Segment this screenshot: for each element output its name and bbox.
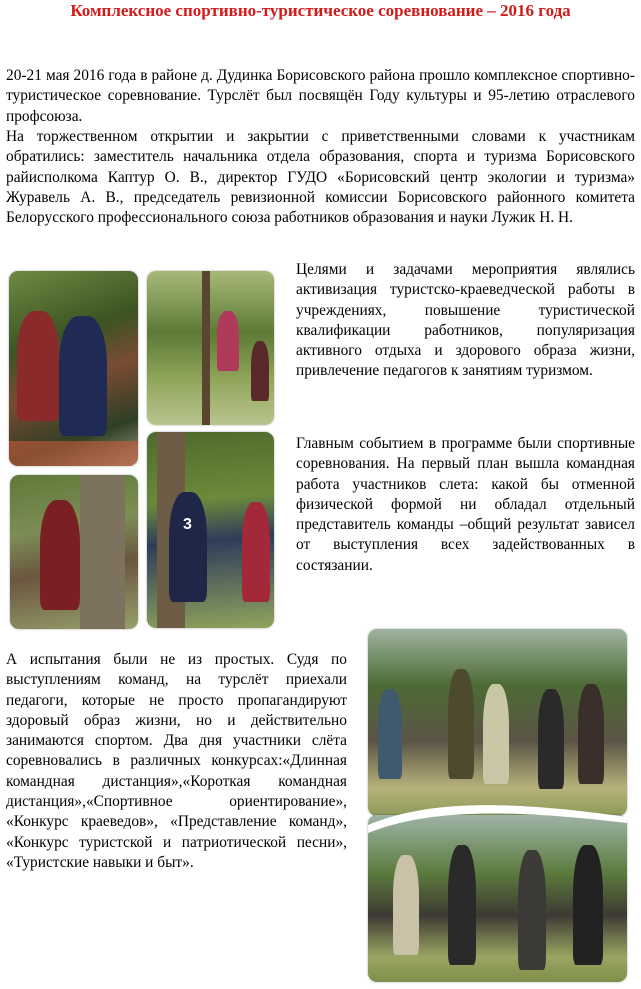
page-title: Комплексное спортивно-туристическое соревнование – 2016 года [70, 1, 571, 20]
photo-song-contest-bottom [368, 815, 627, 982]
photo-divider-wave [368, 795, 627, 835]
photo-rope-climbing [9, 271, 138, 466]
contests-paragraph: А испытания были не из простых. Судя по выступлениям команд, на турслёт приехали педагоги, которые не просто пропагандируют здоровый образ жизни, но и действительно занимаются спортом. Два дня участники слёта соревновались в различных конкурсах:«Длинная командная дистанция»,«Короткая командная дистанция»,«Спортивное ориентирование», «Конкурс краеведов», «Представление команд», «Конкурс туристской и патриотической песни», «Туристские навыки и быт». [6, 651, 347, 871]
photo-song-contest-top [368, 629, 627, 816]
main-event-paragraph: Главным событием в программе были спортивные соревнования. На первый план вышла командная работа участников слета: какой бы отменной физической формой ни обладал отдельный представитель команды –общий результат зависел от выступления всех задействованных в состязании. [296, 435, 635, 574]
photo-team-competition [147, 432, 274, 628]
jersey-number: 3 [183, 516, 192, 533]
goals-paragraph: Целями и задачами мероприятия являлись активизация туристско-краеведческой работы в учреждениях, повышение туристической квалификации работников, популяризация активного отдыха и здорового образа жизни, привлечение педагогов к занятиям туризмом. [296, 261, 635, 380]
photo-rope-traverse [147, 271, 274, 425]
opening-paragraph: На торжественном открытии и закрытии с приветственными словами к участникам обратились: заместитель начальника отдела образования, спорта и туризма Борисовского райисполкома Каптур О. В., директор ГУДО «Борисовский центр экологии и туризма» Журавель А. В., председатель ревизионной комиссии Борисовского районного комитета Белорусского профессионального союза работников образования и науки Лужик Н. Н. [6, 128, 635, 227]
intro-paragraph: 20-21 мая 2016 года в районе д. Дудинка Борисовского района прошло комплексное спортивно-туристическое соревнование. Турслёт был посвящён Году культуры и 95-летию отраслевого профсоюза. [6, 67, 635, 125]
photo-knot-tying [10, 475, 138, 629]
